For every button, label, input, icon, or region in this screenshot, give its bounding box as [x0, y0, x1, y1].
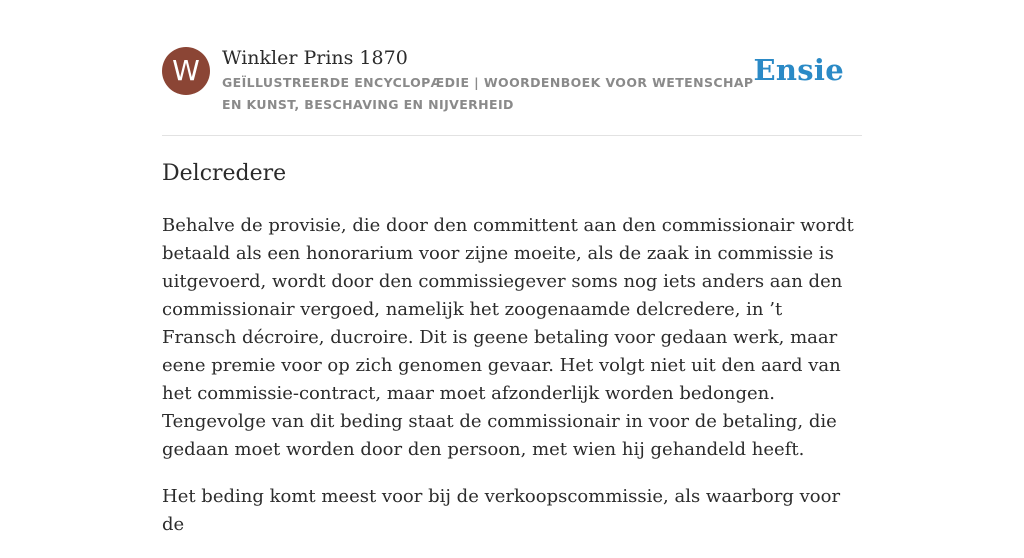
- ensie-logo[interactable]: Ensie: [753, 53, 844, 87]
- article-paragraph: Het beding komt meest voor bij de verkoopscommissie, als waarborg voor de: [162, 486, 841, 535]
- source-header: [162, 44, 862, 124]
- header-divider: [162, 135, 862, 136]
- page-container: [162, 0, 862, 535]
- source-subtitle: GEÏLLUSTREERDE ENCYCLOPÆDIE | WOORDENBOEK VOOR WETENSCHAP EN KUNST, BESCHAVING EN NIJVERHEID: [222, 75, 754, 112]
- source-avatar[interactable]: W: [162, 47, 210, 95]
- article-paragraph: Behalve de provisie, die door den committent aan den commissionair wordt betaald als een honorarium voor zijne moeite, als de zaak in commissie is uitgevoerd, wordt door den commissiegever soms nog iets anders aan den commissionair vergoed, namelijk het zoogenaamde delcredere, in ’t Fransch décroire, ducroire. Dit is geene betaling voor gedaan werk, maar eene premie voor op zich genomen gevaar. Het volgt niet uit den aard van het commissie-contract, maar moet afzonderlijk worden bedongen. Tengevolge van dit beding staat de commissionair in voor de betaling, die gedaan moet worden door den persoon, met wien hij gehandeld heeft.: [162, 215, 854, 460]
- article-title: Delcredere: [162, 161, 287, 186]
- source-title[interactable]: Winkler Prins 1870: [222, 47, 408, 69]
- article-body: [162, 212, 862, 558]
